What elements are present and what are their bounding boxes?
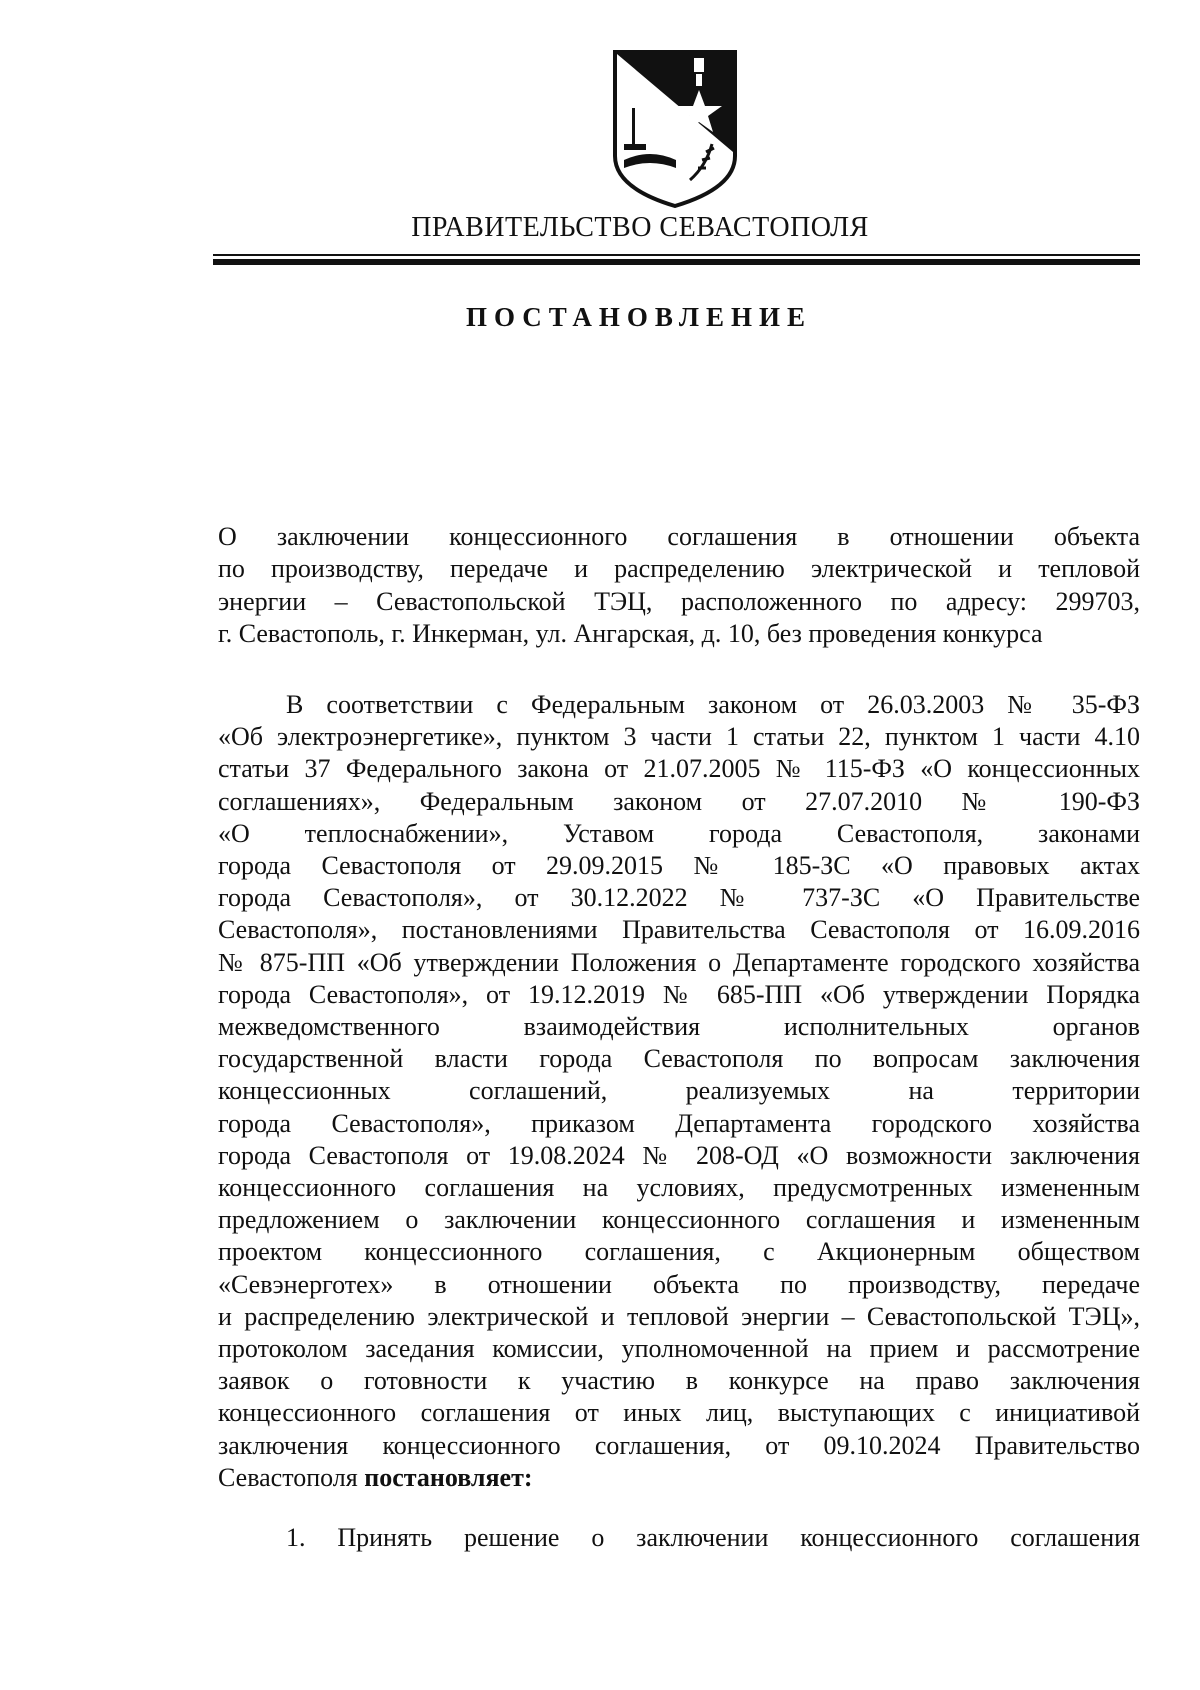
body-line: межведомственного взаимодействия исполнительных органов [218, 1012, 1140, 1042]
body-final-text: Севастополя [218, 1462, 365, 1492]
body-line: «Севэнерготех» в отношении объекта по производству, передаче [218, 1269, 1140, 1299]
subject-line: по производству, передаче и распределению электрической и тепловой [218, 554, 1140, 584]
body-line: «Об электроэнергетике», пунктом 3 части 1 статьи 22, пунктом 1 части 4.10 [218, 722, 1140, 752]
header-rule-thick [213, 259, 1140, 265]
body-line: статьи 37 Федерального закона от 21.07.2005 № 115-ФЗ «О концессионных [218, 754, 1140, 784]
body-line: города Севастополя от 29.09.2015 № 185-ЗС «О правовых актах [218, 851, 1140, 881]
coat-of-arms-icon [610, 48, 740, 208]
government-title: ПРАВИТЕЛЬСТВО СЕВАСТОПОЛЯ [411, 212, 869, 243]
body-line: «О теплоснабжении», Уставом города Севастополя, законами [218, 818, 1140, 848]
subject-line: г. Севастополь, г. Инкерман, ул. Ангарская, д. 10, без проведения конкурса [218, 618, 1043, 648]
subject-line: О заключении концессионного соглашения в отношении объекта [218, 522, 1140, 551]
body-line: концессионных соглашений, реализуемых на территории [218, 1076, 1140, 1106]
body-line: концессионного соглашения от иных лиц, выступающих с инициативой [218, 1398, 1140, 1428]
body-line: города Севастополя», от 19.12.2019 № 685-ПП «Об утверждении Порядка [218, 979, 1140, 1009]
body-line: В соответствии с Федеральным законом от 26.03.2003 № 35-ФЗ [286, 690, 1140, 719]
body-line: концессионного соглашения на условиях, предусмотренных измененным [218, 1173, 1140, 1203]
body-line: проектом концессионного соглашения, с Акционерным обществом [218, 1237, 1140, 1267]
body-line: города Севастополя от 19.08.2024 № 208-ОД «О возможности заключения [218, 1140, 1140, 1170]
body-line: и распределению электрической и тепловой энергии – Севастопольской ТЭЦ», [218, 1301, 1140, 1331]
point-1-line: 1. Принять решение о заключении концессионного соглашения [286, 1523, 1140, 1552]
document-subject [218, 521, 1140, 650]
subject-line: энергии – Севастопольской ТЭЦ, расположенного по адресу: 299703, [218, 586, 1140, 616]
body-line: Севастополя», постановлениями Правительства Севастополя от 16.09.2016 [218, 915, 1140, 945]
document-type: ПОСТАНОВЛЕНИЕ [465, 302, 813, 332]
resolution-verb: постановляет: [364, 1462, 533, 1492]
body-line: города Севастополя», от 30.12.2022 № 737-ЗС «О Правительстве [218, 883, 1140, 913]
preamble-paragraph [218, 689, 1140, 1494]
body-line: города Севастополя», приказом Департамента городского хозяйства [218, 1108, 1140, 1138]
body-line: государственной власти города Севастополя по вопросам заключения [218, 1044, 1140, 1074]
body-final-line [218, 1462, 1140, 1494]
body-line: предложением о заключении концессионного соглашения и измененным [218, 1205, 1140, 1235]
body-line: № 875-ПП «Об утверждении Положения о Департаменте городского хозяйства [218, 947, 1140, 977]
body-line: заявок о готовности к участию в конкурсе на право заключения [218, 1366, 1140, 1396]
point-1 [218, 1522, 1140, 1554]
header-rule-thin [213, 254, 1140, 256]
body-line: соглашениях», Федеральным законом от 27.07.2010 № 190-ФЗ [218, 786, 1140, 816]
body-line: протоколом заседания комиссии, уполномоченной на прием и рассмотрение [218, 1334, 1140, 1364]
body-line: заключения концессионного соглашения, от 09.10.2024 Правительство [218, 1430, 1140, 1460]
